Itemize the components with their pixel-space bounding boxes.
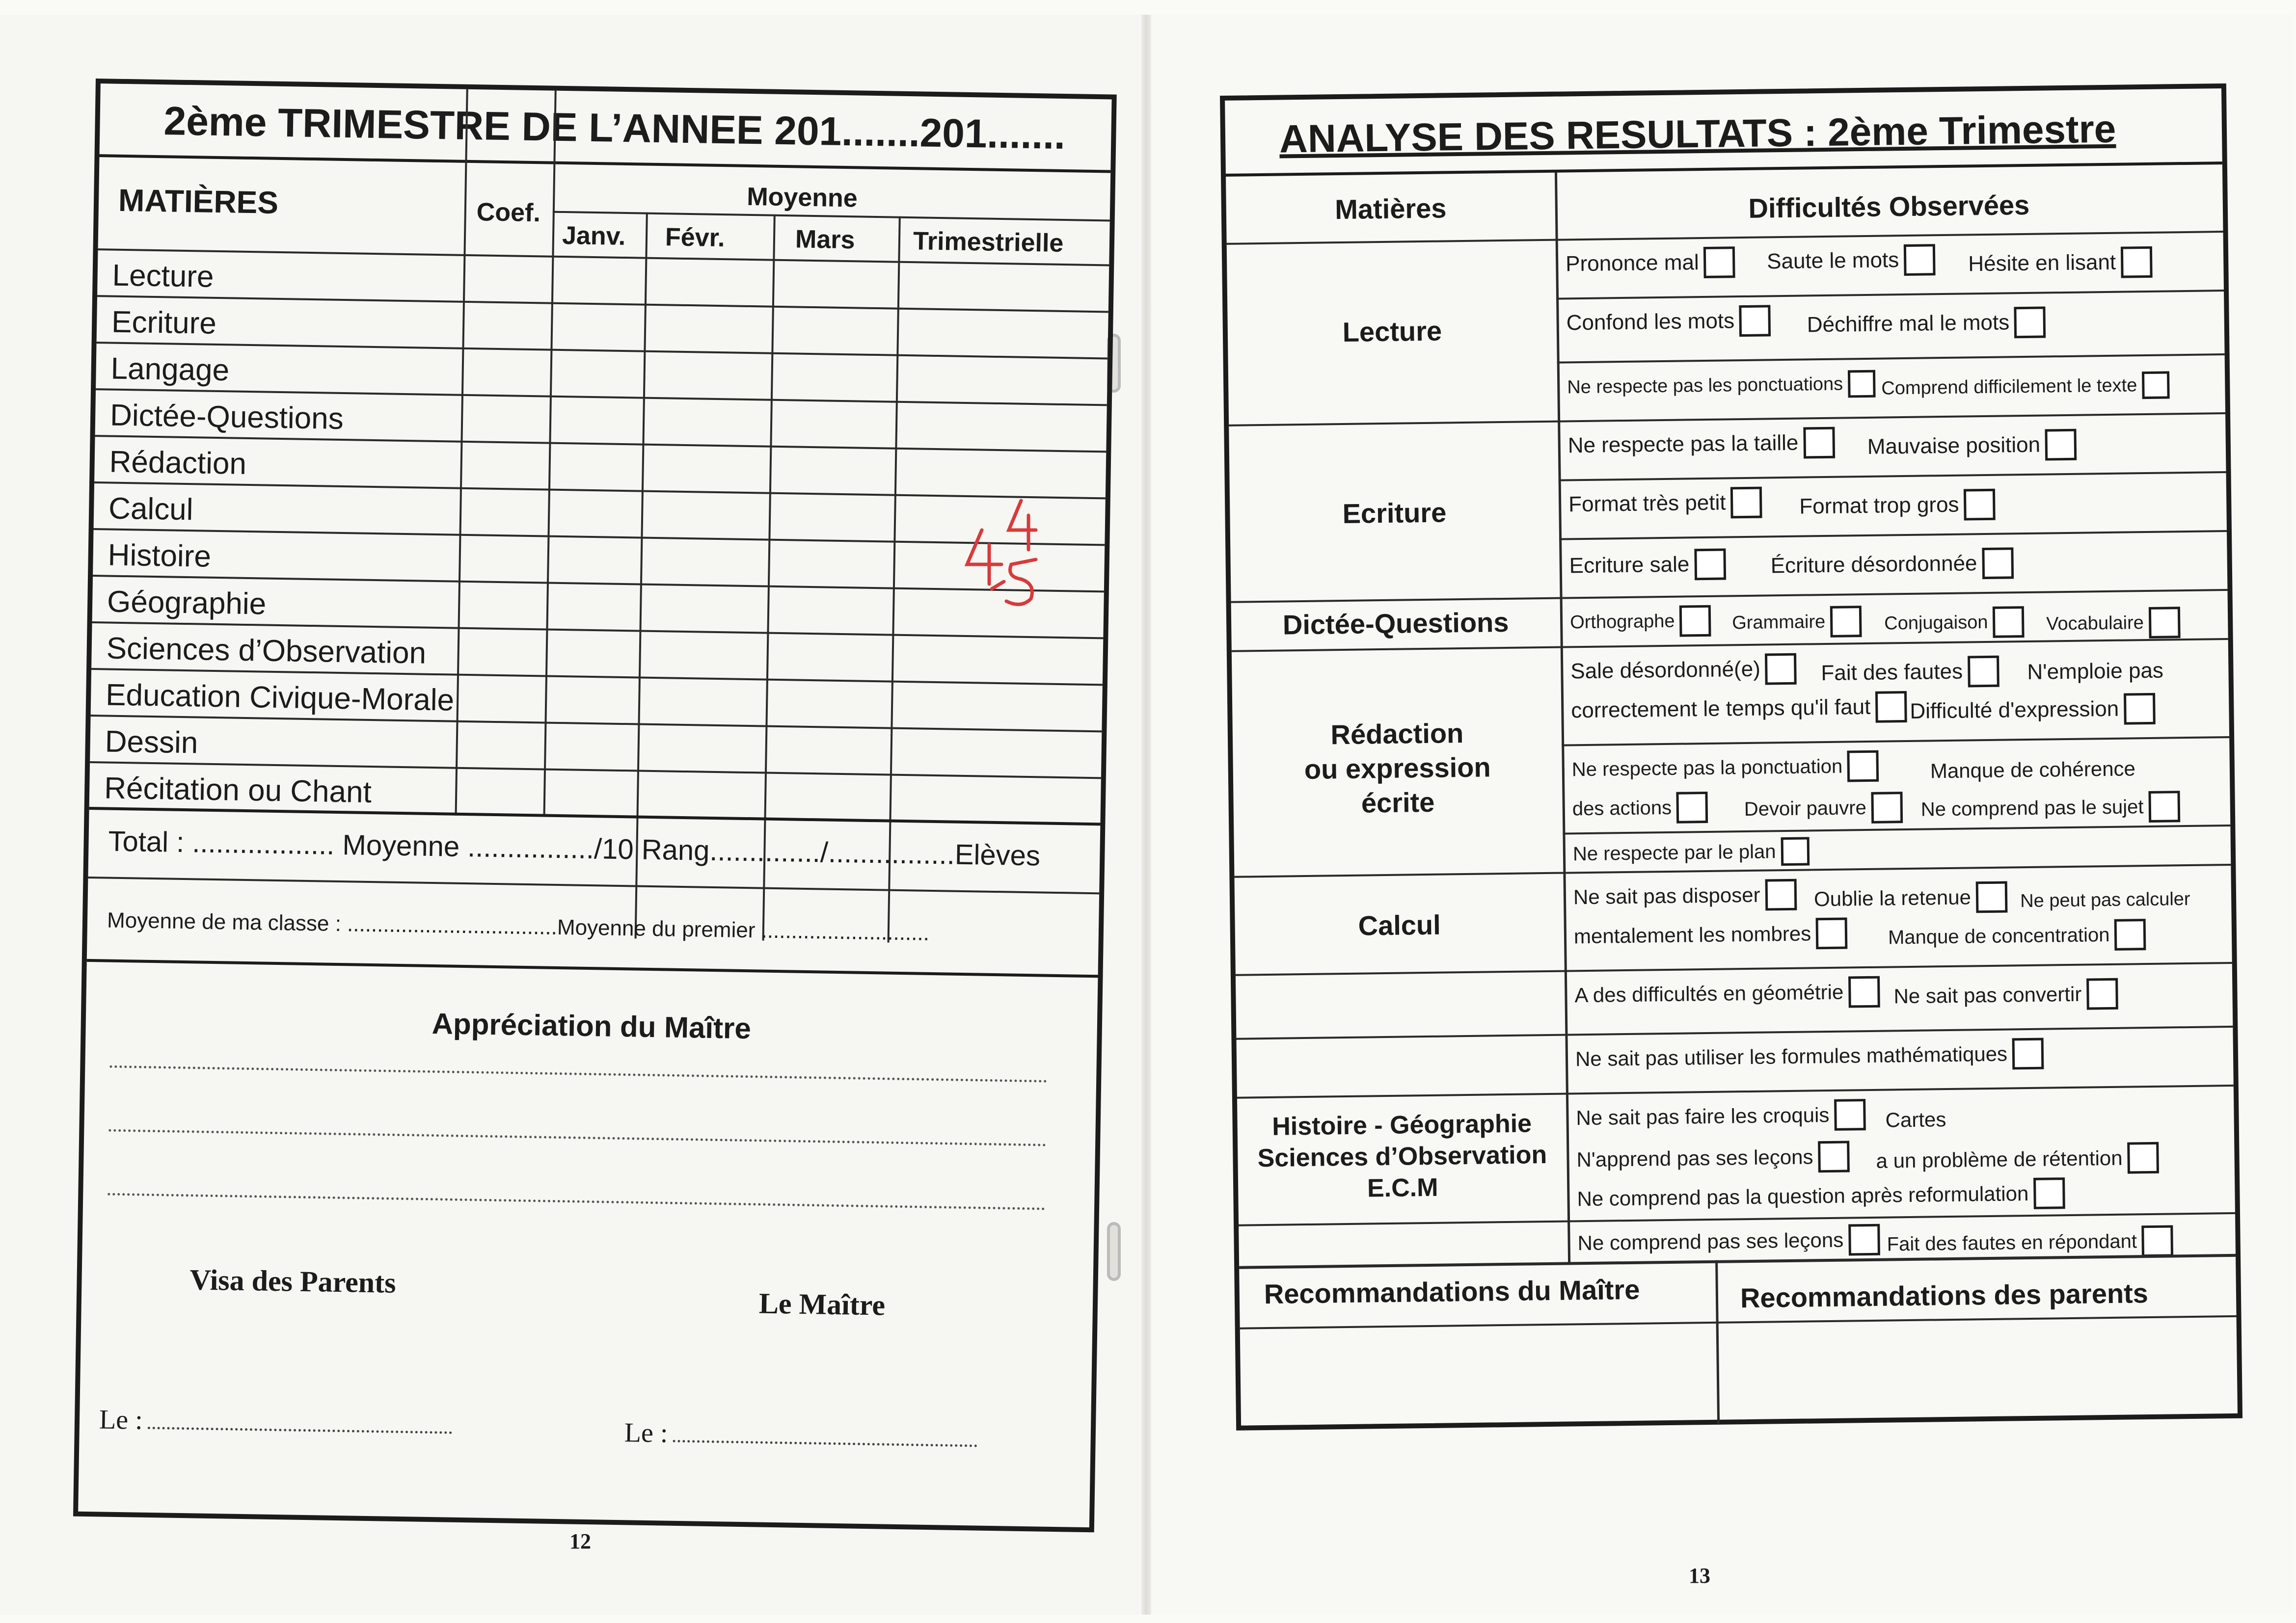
class-average-line: Moyenne de ma classe : ...................................Moyenne du premier ............................: [107, 908, 930, 945]
analysis-form: [1220, 83, 2242, 1431]
chk-format-petit[interactable]: Format très petit: [1568, 487, 1762, 521]
parent-date-field[interactable]: Le :: [99, 1404, 453, 1440]
rec-parents-label: Recommandations des parents: [1740, 1277, 2149, 1314]
subject-dessin: Dessin: [105, 724, 198, 760]
row-line: [1559, 471, 2226, 481]
chk-confond-mots[interactable]: Confond les mots: [1566, 305, 1771, 339]
group-line: [1229, 412, 2225, 426]
row-line: [1239, 1212, 2235, 1226]
group-calcul: Calcul: [1358, 909, 1441, 941]
appreciation-title: Appréciation du Maître: [432, 1007, 752, 1045]
row-line: [1563, 825, 2230, 835]
chk-retenue[interactable]: Oublie la retenue: [1814, 881, 2008, 915]
chk-grammaire[interactable]: Grammaire: [1732, 606, 1862, 639]
col-difficultes: Difficultés Observées: [1748, 189, 2030, 224]
chk-ponctuation[interactable]: Ne respecte pas la ponctuation: [1571, 750, 1879, 786]
chk-retention[interactable]: a un problème de rétention: [1876, 1142, 2159, 1177]
chk-fautes-repondant[interactable]: Fait des fautes en répondant: [1887, 1225, 2173, 1260]
subject-redaction: Rédaction: [109, 445, 247, 481]
emploie-pas-label: N'emploie pas: [2027, 658, 2164, 684]
chk-ponctuations[interactable]: Ne respecte pas les ponctuations: [1567, 370, 1876, 401]
chk-formules[interactable]: Ne sait pas utiliser les formules mathématiques: [1575, 1038, 2044, 1075]
group-ecriture: Ecriture: [1342, 497, 1447, 530]
subject-dictee: Dictée-Questions: [109, 398, 344, 436]
row-line: [1236, 962, 2232, 976]
teacher-date-field[interactable]: Le :: [624, 1417, 977, 1454]
booklet-spine: [1141, 15, 1151, 1615]
chk-format-gros[interactable]: Format trop gros: [1799, 489, 1996, 523]
chk-expression[interactable]: Difficulté d'expression: [1910, 693, 2156, 727]
subject-sciences: Sciences d’Observation: [106, 631, 427, 670]
chk-comprend-lecons[interactable]: Ne comprend pas ses leçons: [1577, 1224, 1880, 1259]
chk-disposer[interactable]: Ne sait pas disposer: [1573, 879, 1797, 913]
visa-parents-label: Visa des Parents: [189, 1263, 397, 1299]
appreciation-line-3[interactable]: [108, 1193, 1045, 1210]
subject-ecm: Education Civique-Morale: [105, 678, 455, 718]
chk-orthographe[interactable]: Orthographe: [1570, 605, 1711, 639]
chk-lecons[interactable]: N'apprend pas ses leçons: [1576, 1141, 1850, 1175]
chk-ecriture-sale[interactable]: Ecriture sale: [1569, 548, 1726, 582]
le-maitre-label: Le Maître: [758, 1287, 886, 1322]
analysis-title: ANALYSE DES RESULTATS : 2ème Trimestre: [1225, 88, 2222, 177]
chk-comprend-texte[interactable]: Comprend difficilement le texte: [1881, 371, 2170, 402]
report-card-form: [73, 79, 1117, 1532]
cartes-label: Cartes: [1885, 1108, 1946, 1132]
page-number-left: 12: [569, 1529, 591, 1553]
rec-maitre-label: Recommandations du Maître: [1264, 1274, 1640, 1310]
chk-conjugaison[interactable]: Conjugaison: [1884, 606, 2025, 639]
chk-concentration[interactable]: Manque de concentration: [1888, 919, 2146, 953]
chk-sale-desordonne[interactable]: Sale désordonné(e): [1570, 653, 1797, 688]
chk-temps[interactable]: correctement le temps qu'il faut: [1571, 691, 1907, 726]
subject-ecriture: Ecriture: [111, 305, 217, 341]
chk-plan[interactable]: Ne respecte par le plan: [1573, 837, 1810, 868]
group-dictee: Dictée-Questions: [1282, 606, 1509, 640]
rec-parents-field[interactable]: [1724, 1320, 2235, 1420]
subject-lecture: Lecture: [112, 258, 215, 294]
chk-prononce-mal[interactable]: Prononce mal: [1566, 246, 1735, 280]
subject-calcul: Calcul: [108, 491, 194, 527]
chk-taille[interactable]: Ne respecte pas la taille: [1567, 427, 1835, 462]
subject-geographie: Géographie: [107, 585, 267, 621]
chk-convertir[interactable]: Ne sait pas convertir: [1893, 978, 2118, 1012]
handwritten-grade: [962, 491, 1046, 638]
month-mar: Mars: [795, 225, 855, 255]
group-line: [1237, 1085, 2234, 1099]
chk-reformulation[interactable]: Ne comprend pas la question après reformulation: [1577, 1177, 2065, 1215]
col-coef: Coef.: [476, 198, 541, 228]
month-feb: Févr.: [665, 223, 725, 253]
chk-geometrie[interactable]: A des difficultés en géométrie: [1574, 976, 1880, 1011]
appreciation-line-2[interactable]: [108, 1129, 1046, 1146]
chk-sujet[interactable]: Ne comprend pas le sujet: [1920, 791, 2180, 825]
group-redaction: Rédaction ou expression écrite: [1304, 718, 1491, 819]
chk-vocabulaire[interactable]: Vocabulaire: [2046, 607, 2180, 639]
col-trimestrielle: Trimestrielle: [913, 227, 1064, 258]
trimester-title: 2ème TRIMESTRE DE L’ANNEE 201.......201.......: [99, 83, 1111, 173]
col-matieres: MATIÈRES: [118, 182, 279, 220]
rec-separator: [1715, 1260, 1720, 1425]
chk-croquis[interactable]: Ne sait pas faire les croquis: [1576, 1099, 1866, 1134]
row-line: [1559, 530, 2227, 540]
subject-histoire: Histoire: [108, 538, 212, 574]
row-line: [1236, 1026, 2233, 1040]
page-number-right: 13: [1689, 1564, 1710, 1588]
chk-coherence[interactable]: des actions: [1572, 792, 1708, 825]
chk-mentalement[interactable]: mentalement les nombres: [1574, 918, 1848, 953]
group-histoire: Histoire - Géographie Sciences d’Observation E.C.M: [1257, 1109, 1547, 1203]
coherence-label: Manque de cohérence: [1930, 757, 2136, 783]
chk-position[interactable]: Mauvaise position: [1867, 429, 2077, 463]
staple-bottom: [1107, 1222, 1121, 1281]
row-line: [1557, 353, 2225, 364]
chk-desordonnee[interactable]: Écriture désordonnée: [1770, 547, 2013, 582]
header-divider: [1227, 231, 2223, 245]
total-line: Total : .................. Moyenne ................/10 Rang............../................Elèves: [108, 825, 1041, 872]
calculer-label: Ne peut pas calculer: [2020, 888, 2190, 912]
row-line: [1562, 736, 2229, 746]
chk-fait-fautes[interactable]: Fait des fautes: [1821, 656, 1999, 689]
group-lecture: Lecture: [1342, 315, 1442, 347]
chk-devoir-pauvre[interactable]: Devoir pauvre: [1744, 792, 1903, 825]
chk-hesite[interactable]: Hésite en lisant: [1968, 246, 2153, 280]
subject-langage: Langage: [110, 351, 230, 388]
chk-saute-mots[interactable]: Saute le mots: [1767, 244, 1936, 277]
appreciation-line-1[interactable]: [109, 1065, 1047, 1083]
subject-recitation: Récitation ou Chant: [104, 771, 372, 809]
col-moyenne: Moyenne: [746, 182, 858, 213]
group-line: [1231, 589, 2228, 603]
rec-maitre-field[interactable]: [1245, 1327, 1712, 1426]
month-jan: Janv.: [562, 221, 626, 251]
col-matieres-right: Matières: [1334, 192, 1447, 225]
chk-dechiffre[interactable]: Déchiffre mal le mots: [1807, 306, 2046, 341]
row-line: [1556, 290, 2224, 300]
